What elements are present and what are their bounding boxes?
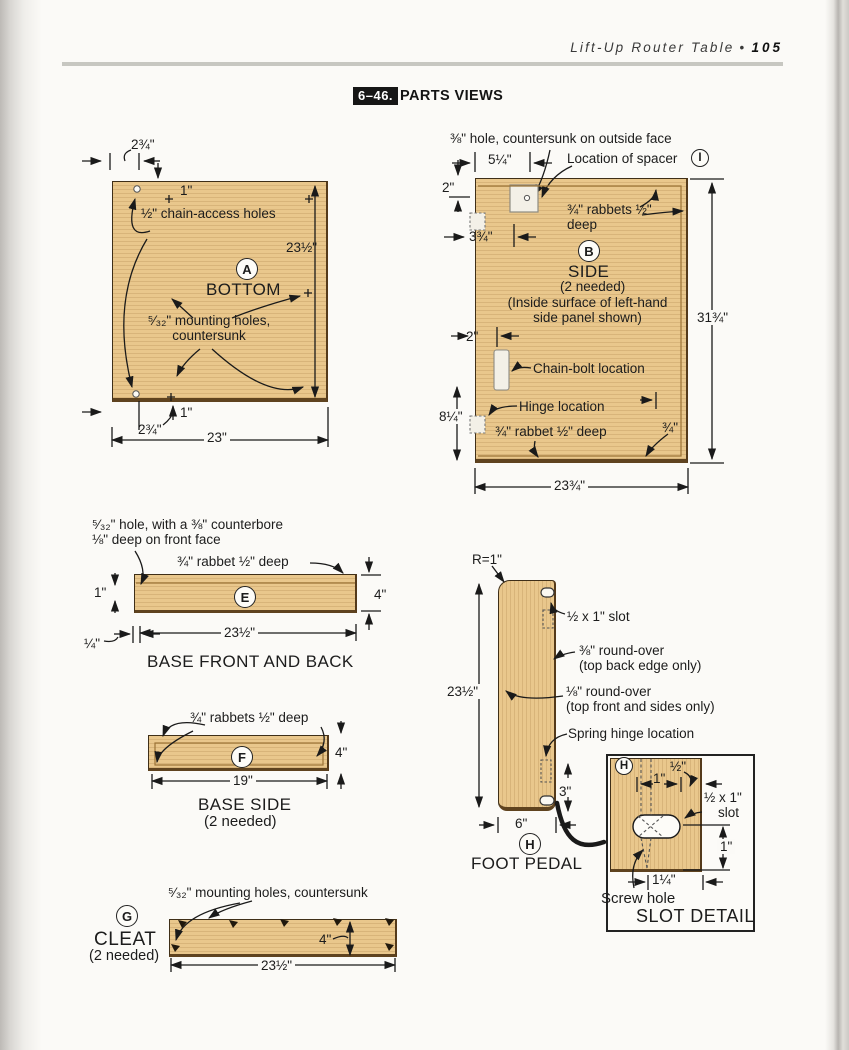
a-dim-width: 23" bbox=[204, 430, 230, 445]
e-dim-width: 23½" bbox=[221, 625, 258, 640]
slot-ref-letter: H bbox=[615, 757, 633, 775]
slot-dim-half: ½" bbox=[670, 759, 687, 774]
e-title: BASE FRONT AND BACK bbox=[147, 652, 354, 671]
header-separator: • bbox=[739, 40, 747, 55]
e-part-letter: E bbox=[234, 586, 256, 608]
slot-label-1: ½ x 1" bbox=[704, 790, 742, 805]
h-dim-height: 23½" bbox=[444, 684, 481, 699]
a-dim-edge-bottom: 2¾" bbox=[138, 422, 162, 437]
e-dim-offset: ¼" bbox=[84, 636, 101, 651]
b-part-letter: B bbox=[578, 240, 600, 262]
h-roundover-front-sub: (top front and sides only) bbox=[566, 699, 715, 714]
h-title: FOOT PEDAL bbox=[471, 854, 583, 873]
g-mounting-note: ⁵⁄₃₂" mounting holes, countersunk bbox=[168, 885, 368, 900]
g-dim-width: 23½" bbox=[258, 958, 295, 973]
a-part-letter: A bbox=[236, 258, 258, 280]
b-dim-top: 2" bbox=[442, 180, 455, 195]
b-title: SIDE bbox=[568, 262, 610, 281]
f-title: BASE SIDE bbox=[198, 795, 292, 814]
b-dim-spacer-bottom: 3¾" bbox=[469, 229, 493, 244]
f-dim-height: 4" bbox=[335, 745, 348, 760]
f-part-letter: F bbox=[231, 746, 253, 768]
f-dim-width: 19" bbox=[230, 773, 256, 788]
e-rabbet-note: ¾" rabbet ½" deep bbox=[177, 554, 289, 569]
b-dim-height: 31¾" bbox=[694, 310, 731, 325]
e-hole-note-1: ⁵⁄₃₂" hole, with a ⅜" counterbore bbox=[92, 517, 284, 532]
slot-label-2: slot bbox=[718, 805, 740, 820]
b-dim-hinge: 8¼" bbox=[436, 409, 466, 424]
b-hole-note: ⅜" hole, countersunk on outside face bbox=[450, 131, 672, 146]
e-hole-note-2: ⅛" deep on front face bbox=[92, 532, 221, 547]
g-title: CLEAT bbox=[94, 929, 157, 950]
a-dim-edge-top: 2¾" bbox=[131, 137, 155, 152]
b-dim-spacer: 5¼" bbox=[488, 152, 512, 167]
b-hinge-label: Hinge location bbox=[519, 399, 605, 414]
h-roundover-back-sub: (top back edge only) bbox=[579, 658, 702, 673]
b-spacer-label: Location of spacer bbox=[567, 151, 678, 166]
a-chain-note: ½" chain-access holes bbox=[141, 206, 276, 221]
g-quantity: (2 needed) bbox=[89, 948, 160, 964]
a-dim-hole-bottom: 1" bbox=[180, 405, 193, 420]
f-quantity: (2 needed) bbox=[204, 813, 277, 830]
b-quantity: (2 needed) bbox=[560, 279, 626, 294]
slot-detail-title: SLOT DETAIL bbox=[636, 906, 755, 926]
a-mounting-note: ⁵⁄₃₂" mounting holes, countersunk bbox=[147, 313, 271, 344]
h-roundover-back: ⅜" round-over bbox=[579, 643, 665, 658]
slot-dim-screw: 1¼" bbox=[652, 872, 676, 887]
g-part-letter: G bbox=[116, 905, 138, 927]
f-rabbet-note: ¾" rabbets ½" deep bbox=[190, 710, 309, 725]
figure-number-badge: 6–46. bbox=[353, 87, 398, 105]
figure-title: PARTS VIEWS bbox=[400, 88, 504, 104]
a-title: BOTTOM bbox=[206, 280, 281, 299]
b-dim-rabbet: ¾" bbox=[662, 420, 679, 435]
h-roundover-front: ⅛" round-over bbox=[566, 684, 652, 699]
b-dim-width: 23¾" bbox=[551, 478, 588, 493]
h-part-letter: H bbox=[519, 833, 541, 855]
b-rabbet-note: ¾" rabbets ½" deep bbox=[567, 202, 652, 233]
page-number: 105 bbox=[751, 40, 783, 55]
b-chain-bolt-label: Chain-bolt location bbox=[533, 361, 645, 376]
header-title: Lift-Up Router Table bbox=[570, 40, 735, 55]
b-dim-chain: 2" bbox=[466, 329, 479, 344]
slot-dim-bottom: 1" bbox=[717, 839, 735, 854]
b-inside-note: (Inside surface of left-hand side panel shown) bbox=[507, 295, 668, 326]
h-slot-note: ½ x 1" slot bbox=[567, 609, 630, 624]
e-dim-height: 4" bbox=[374, 587, 387, 602]
g-dim-height: 4" bbox=[319, 932, 332, 947]
h-radius-note: R=1" bbox=[472, 552, 502, 567]
e-dim-hole: 1" bbox=[94, 585, 107, 600]
a-dim-height: 23½" bbox=[286, 240, 318, 255]
b-rabbet-bottom-note: ¾" rabbet ½" deep bbox=[495, 424, 607, 439]
h-spring-note: Spring hinge location bbox=[568, 726, 695, 741]
a-dim-hole-top: 1" bbox=[180, 183, 193, 198]
slot-screw-hole-label: Screw hole bbox=[601, 890, 676, 907]
b-spacer-ref: I bbox=[691, 149, 709, 167]
slot-dim-length: 1" bbox=[653, 771, 666, 786]
h-dim-width: 6" bbox=[515, 816, 528, 831]
h-dim-slot: 3" bbox=[559, 784, 572, 799]
